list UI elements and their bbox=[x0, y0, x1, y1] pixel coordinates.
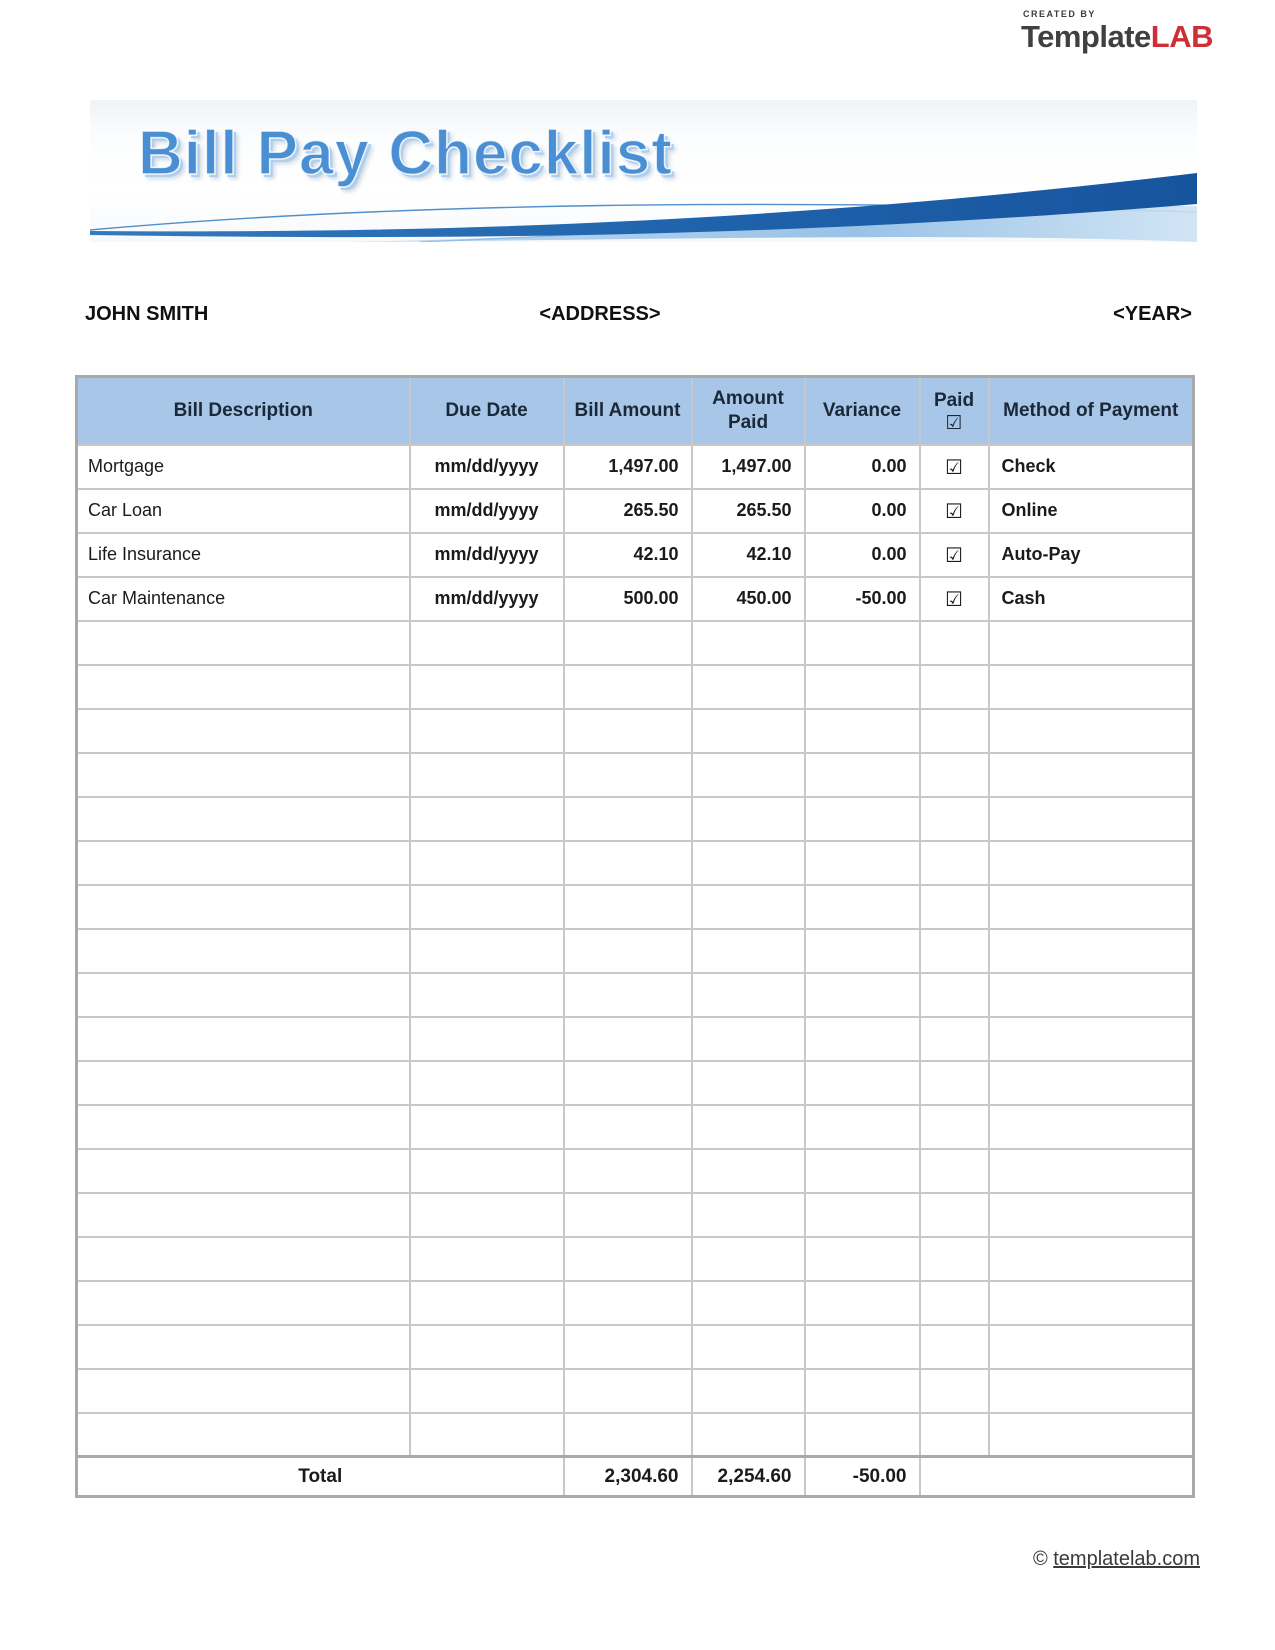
empty-cell bbox=[989, 1281, 1194, 1325]
empty-cell bbox=[564, 973, 692, 1017]
empty-cell bbox=[920, 709, 989, 753]
empty-cell bbox=[920, 1193, 989, 1237]
empty-bill-row bbox=[77, 1325, 1194, 1369]
templatelab-wordmark bbox=[1021, 21, 1213, 52]
empty-cell bbox=[692, 1325, 805, 1369]
empty-cell bbox=[805, 665, 920, 709]
empty-bill-row bbox=[77, 709, 1194, 753]
empty-cell bbox=[564, 1413, 692, 1457]
empty-cell bbox=[989, 1413, 1194, 1457]
empty-cell bbox=[805, 1413, 920, 1457]
table-body bbox=[77, 445, 1194, 1457]
empty-cell bbox=[692, 709, 805, 753]
empty-cell bbox=[692, 1281, 805, 1325]
amount-paid-cell: 450.00 bbox=[692, 577, 805, 621]
empty-cell bbox=[805, 1325, 920, 1369]
bill-row bbox=[77, 489, 1194, 533]
empty-cell bbox=[77, 1017, 410, 1061]
empty-cell bbox=[564, 1105, 692, 1149]
bill-amount-cell: 1,497.00 bbox=[564, 445, 692, 489]
owner-name: JOHN SMITH bbox=[85, 303, 209, 325]
empty-cell bbox=[77, 1105, 410, 1149]
empty-cell bbox=[805, 621, 920, 665]
empty-cell bbox=[692, 665, 805, 709]
empty-cell bbox=[989, 973, 1194, 1017]
empty-cell bbox=[805, 841, 920, 885]
empty-cell bbox=[77, 709, 410, 753]
empty-cell bbox=[77, 665, 410, 709]
empty-cell bbox=[77, 1149, 410, 1193]
empty-cell bbox=[805, 1017, 920, 1061]
empty-cell bbox=[410, 1017, 564, 1061]
empty-cell bbox=[805, 1193, 920, 1237]
empty-cell bbox=[77, 1369, 410, 1413]
empty-cell bbox=[77, 973, 410, 1017]
empty-cell bbox=[989, 1061, 1194, 1105]
bill-amount-cell: 500.00 bbox=[564, 577, 692, 621]
empty-cell bbox=[805, 1369, 920, 1413]
payment-method-cell: Check bbox=[989, 445, 1194, 489]
total-label: Total bbox=[77, 1457, 564, 1497]
amount-paid-cell: 42.10 bbox=[692, 533, 805, 577]
empty-cell bbox=[564, 709, 692, 753]
empty-cell bbox=[989, 797, 1194, 841]
empty-bill-row bbox=[77, 665, 1194, 709]
empty-cell bbox=[989, 929, 1194, 973]
empty-cell bbox=[692, 841, 805, 885]
empty-cell bbox=[564, 621, 692, 665]
empty-bill-row bbox=[77, 1281, 1194, 1325]
empty-cell bbox=[692, 1149, 805, 1193]
empty-cell bbox=[920, 841, 989, 885]
empty-cell bbox=[692, 797, 805, 841]
empty-cell bbox=[692, 621, 805, 665]
empty-cell bbox=[692, 1017, 805, 1061]
empty-cell bbox=[77, 1061, 410, 1105]
variance-cell: 0.00 bbox=[805, 489, 920, 533]
empty-cell bbox=[989, 1325, 1194, 1369]
empty-cell bbox=[564, 1369, 692, 1413]
empty-cell bbox=[410, 1325, 564, 1369]
paid-checkbox-icon: ☑ bbox=[920, 533, 989, 577]
empty-cell bbox=[692, 1413, 805, 1457]
empty-cell bbox=[410, 753, 564, 797]
empty-cell bbox=[920, 1237, 989, 1281]
empty-cell bbox=[564, 1061, 692, 1105]
empty-cell bbox=[692, 1061, 805, 1105]
empty-cell bbox=[920, 1149, 989, 1193]
empty-bill-row bbox=[77, 1193, 1194, 1237]
empty-bill-row bbox=[77, 797, 1194, 841]
empty-cell bbox=[920, 929, 989, 973]
empty-bill-row bbox=[77, 1017, 1194, 1061]
empty-cell bbox=[564, 1325, 692, 1369]
empty-cell bbox=[989, 1105, 1194, 1149]
due-date-cell: mm/dd/yyyy bbox=[410, 577, 564, 621]
empty-cell bbox=[564, 929, 692, 973]
empty-cell bbox=[989, 1017, 1194, 1061]
bill-pay-table bbox=[75, 375, 1195, 1498]
empty-cell bbox=[410, 1149, 564, 1193]
col-header-method-of-payment: Method of Payment bbox=[989, 377, 1194, 445]
variance-cell: 0.00 bbox=[805, 533, 920, 577]
empty-cell bbox=[692, 885, 805, 929]
empty-bill-row bbox=[77, 973, 1194, 1017]
payment-method-cell: Auto-Pay bbox=[989, 533, 1194, 577]
empty-cell bbox=[77, 1193, 410, 1237]
total-empty-cell bbox=[920, 1457, 1194, 1497]
empty-cell bbox=[989, 841, 1194, 885]
empty-cell bbox=[692, 973, 805, 1017]
empty-bill-row bbox=[77, 621, 1194, 665]
empty-cell bbox=[692, 753, 805, 797]
paid-header-label: Paid bbox=[933, 389, 975, 411]
empty-cell bbox=[564, 665, 692, 709]
empty-cell bbox=[410, 885, 564, 929]
empty-bill-row bbox=[77, 1149, 1194, 1193]
page-title: Bill Pay Checklist bbox=[138, 119, 673, 188]
brand-template-text: Template bbox=[1020, 19, 1151, 54]
bill-amount-cell: 42.10 bbox=[564, 533, 692, 577]
table-header-row bbox=[77, 377, 1194, 445]
empty-cell bbox=[410, 797, 564, 841]
empty-bill-row bbox=[77, 1237, 1194, 1281]
checked-checkbox-icon: ☑ bbox=[945, 411, 963, 434]
empty-cell bbox=[805, 1149, 920, 1193]
empty-cell bbox=[805, 885, 920, 929]
col-header-bill-description: Bill Description bbox=[77, 377, 410, 445]
empty-cell bbox=[920, 1413, 989, 1457]
empty-cell bbox=[989, 1369, 1194, 1413]
empty-cell bbox=[77, 1325, 410, 1369]
empty-cell bbox=[989, 885, 1194, 929]
due-date-cell: mm/dd/yyyy bbox=[410, 489, 564, 533]
empty-cell bbox=[920, 1325, 989, 1369]
bill-description-cell: Car Loan bbox=[77, 489, 410, 533]
total-variance: -50.00 bbox=[805, 1457, 920, 1497]
empty-cell bbox=[77, 1281, 410, 1325]
empty-cell bbox=[77, 1413, 410, 1457]
empty-cell bbox=[805, 797, 920, 841]
empty-cell bbox=[564, 885, 692, 929]
empty-cell bbox=[692, 1369, 805, 1413]
empty-cell bbox=[805, 1281, 920, 1325]
variance-cell: 0.00 bbox=[805, 445, 920, 489]
empty-cell bbox=[989, 753, 1194, 797]
empty-cell bbox=[920, 797, 989, 841]
col-header-due-date: Due Date bbox=[410, 377, 564, 445]
payment-method-cell: Online bbox=[989, 489, 1194, 533]
empty-cell bbox=[989, 621, 1194, 665]
empty-cell bbox=[920, 885, 989, 929]
info-row bbox=[75, 303, 1192, 331]
empty-cell bbox=[692, 1193, 805, 1237]
brand-lab-text: LAB bbox=[1150, 19, 1213, 54]
templatelab-logo bbox=[1021, 10, 1213, 52]
bill-row bbox=[77, 533, 1194, 577]
empty-bill-row bbox=[77, 841, 1194, 885]
empty-cell bbox=[77, 929, 410, 973]
empty-cell bbox=[410, 1061, 564, 1105]
total-amount-paid: 2,254.60 bbox=[692, 1457, 805, 1497]
empty-cell bbox=[920, 1105, 989, 1149]
empty-cell bbox=[692, 1237, 805, 1281]
col-header-amount-paid: Amount Paid bbox=[692, 377, 805, 445]
empty-cell bbox=[410, 621, 564, 665]
address-placeholder: <ADDRESS> bbox=[539, 303, 661, 325]
empty-cell bbox=[410, 1281, 564, 1325]
created-by-label: CREATED BY bbox=[1022, 9, 1096, 19]
variance-cell: -50.00 bbox=[805, 577, 920, 621]
empty-cell bbox=[410, 1237, 564, 1281]
amount-paid-cell: 265.50 bbox=[692, 489, 805, 533]
empty-cell bbox=[77, 885, 410, 929]
empty-cell bbox=[410, 665, 564, 709]
empty-cell bbox=[920, 973, 989, 1017]
empty-cell bbox=[989, 1237, 1194, 1281]
empty-cell bbox=[410, 973, 564, 1017]
empty-cell bbox=[920, 665, 989, 709]
col-header-paid bbox=[920, 377, 989, 445]
year-placeholder: <YEAR> bbox=[1113, 303, 1192, 325]
empty-cell bbox=[805, 753, 920, 797]
empty-cell bbox=[920, 1369, 989, 1413]
empty-cell bbox=[989, 1149, 1194, 1193]
empty-cell bbox=[564, 1149, 692, 1193]
empty-cell bbox=[564, 1281, 692, 1325]
empty-bill-row bbox=[77, 885, 1194, 929]
empty-cell bbox=[805, 1061, 920, 1105]
templatelab-link[interactable]: templatelab.com bbox=[1053, 1548, 1200, 1570]
empty-cell bbox=[989, 709, 1194, 753]
paid-checkbox-icon: ☑ bbox=[920, 445, 989, 489]
empty-cell bbox=[77, 841, 410, 885]
bill-description-cell: Life Insurance bbox=[77, 533, 410, 577]
empty-cell bbox=[920, 753, 989, 797]
due-date-cell: mm/dd/yyyy bbox=[410, 533, 564, 577]
empty-cell bbox=[989, 1193, 1194, 1237]
empty-cell bbox=[564, 1193, 692, 1237]
empty-cell bbox=[920, 621, 989, 665]
bill-description-cell: Mortgage bbox=[77, 445, 410, 489]
empty-bill-row bbox=[77, 929, 1194, 973]
empty-cell bbox=[564, 753, 692, 797]
col-header-bill-amount: Bill Amount bbox=[564, 377, 692, 445]
amount-paid-cell: 1,497.00 bbox=[692, 445, 805, 489]
empty-cell bbox=[920, 1017, 989, 1061]
empty-cell bbox=[564, 1017, 692, 1061]
payment-method-cell: Cash bbox=[989, 577, 1194, 621]
empty-cell bbox=[77, 797, 410, 841]
empty-cell bbox=[920, 1281, 989, 1325]
empty-cell bbox=[564, 797, 692, 841]
empty-cell bbox=[805, 1237, 920, 1281]
paid-checkbox-icon: ☑ bbox=[920, 489, 989, 533]
empty-bill-row bbox=[77, 1061, 1194, 1105]
col-header-variance: Variance bbox=[805, 377, 920, 445]
total-bill-amount: 2,304.60 bbox=[564, 1457, 692, 1497]
empty-bill-row bbox=[77, 1413, 1194, 1457]
empty-cell bbox=[410, 709, 564, 753]
empty-cell bbox=[564, 1237, 692, 1281]
empty-cell bbox=[564, 841, 692, 885]
bill-description-cell: Car Maintenance bbox=[77, 577, 410, 621]
empty-cell bbox=[77, 753, 410, 797]
empty-bill-row bbox=[77, 1105, 1194, 1149]
empty-cell bbox=[920, 1061, 989, 1105]
due-date-cell: mm/dd/yyyy bbox=[410, 445, 564, 489]
empty-cell bbox=[805, 1105, 920, 1149]
table-total-row bbox=[77, 1457, 1194, 1497]
paid-checkbox-icon: ☑ bbox=[920, 577, 989, 621]
empty-cell bbox=[805, 709, 920, 753]
copyright-symbol: © bbox=[1032, 1548, 1048, 1570]
empty-cell bbox=[410, 1193, 564, 1237]
empty-cell bbox=[410, 1369, 564, 1413]
empty-cell bbox=[805, 929, 920, 973]
bill-row bbox=[77, 577, 1194, 621]
empty-cell bbox=[410, 929, 564, 973]
bill-row bbox=[77, 445, 1194, 489]
empty-bill-row bbox=[77, 1369, 1194, 1413]
empty-cell bbox=[77, 621, 410, 665]
empty-cell bbox=[410, 841, 564, 885]
empty-cell bbox=[410, 1413, 564, 1457]
empty-cell bbox=[805, 973, 920, 1017]
empty-cell bbox=[692, 1105, 805, 1149]
empty-cell bbox=[692, 929, 805, 973]
empty-bill-row bbox=[77, 753, 1194, 797]
bill-amount-cell: 265.50 bbox=[564, 489, 692, 533]
empty-cell bbox=[410, 1105, 564, 1149]
empty-cell bbox=[77, 1237, 410, 1281]
empty-cell bbox=[989, 665, 1194, 709]
title-banner bbox=[90, 100, 1197, 242]
footer bbox=[1033, 1548, 1200, 1571]
